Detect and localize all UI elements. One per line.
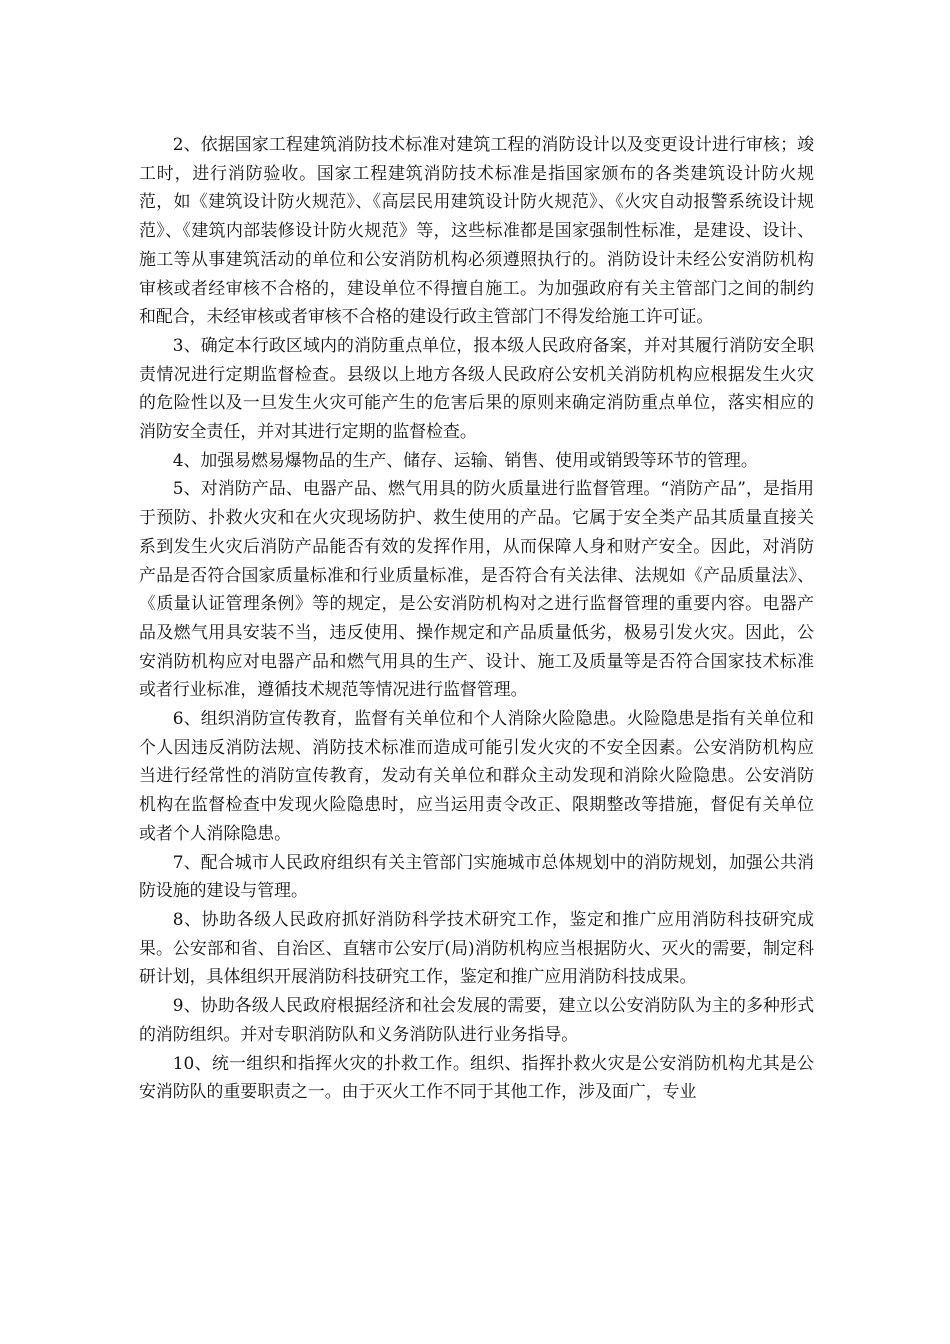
paragraph-item-9: 9、协助各级人民政府根据经济和社会发展的需要，建立以公安消防队为主的多种形式的消防组织。并对专职消防队和义务消防队进行业务指导。 bbox=[139, 995, 814, 1044]
paragraph-item-8: 8、协助各级人民政府抓好消防科学技术研究工作，鉴定和推广应用消防科技研究成果。公安部和省、自治区、直辖市公安厅(局)消防机构应当根据防火、灭火的需要，制定科研计划，具体组织开展消防科技研究工作，鉴定和推广应用消防科技成果。 bbox=[139, 908, 814, 987]
paragraph-item-7: 7、配合城市人民政府组织有关主管部门实施城市总体规划中的消防规划，加强公共消防设施的建设与管理。 bbox=[139, 851, 814, 901]
paragraph-item-3: 3、确定本行政区域内的消防重点单位，报本级人民政府备案，并对其履行消防安全职责情况进行定期监督检查。县级以上地方各级人民政府公安机关消防机构应根据发生火灾的危险性以及一旦发生火灾可能产生的危害后果的原则来确定消防重点单位，落实相应的消防安全责任，并对其进行定期的监督检查。 bbox=[139, 334, 814, 442]
paragraph-item-2: 2、依据国家工程建筑消防技术标准对建筑工程的消防设计以及变更设计进行审核；竣工时，进行消防验收。国家工程建筑消防技术标准是指国家颁布的各类建筑设计防火规范，如《建筑设计防火规范》、《高层民用建筑设计防火规范》、《火灾自动报警系统设计规范》、《建筑内部装修设计防火规范》等，这些标准都是国家强制性标准，是建设、设计、施工等从事建筑活动的单位和公安消防机构必须遵照执行的。消防设计未经公安消防机构审核或者经审核不合格的，建设单位不得擅自施工。为加强政府有关主管部门之间的制约和配合，未经审核或者审核不合格的建设行政主管部门不得发给施工许可证。 bbox=[139, 134, 814, 327]
paragraph-item-6: 6、组织消防宣传教育，监督有关单位和个人消除火险隐患。火险隐患是指有关单位和个人因违反消防法规、消防技术标准而造成可能引发火灾的不安全因素。公安消防机构应当进行经常性的消防宣传教育，发动有关单位和群众主动发现和消除火险隐患。公安消防机构在监督检查中发现火险隐患时，应当运用责令改正、限期整改等措施，督促有关单位或者个人消除隐患。 bbox=[139, 708, 814, 843]
paragraph-item-4: 4、加强易燃易爆物品的生产、储存、运输、销售、使用或销毁等环节的管理。 bbox=[172, 449, 758, 470]
paragraph-item-5: 5、对消防产品、电器产品、燃气用具的防火质量进行监督管理。“消防产品”，是指用于预防、扑救火灾和在火灾现场防护、救生使用的产品。它属于安全类产品其质量直接关系到发生火灾后消防产品能否有效的发挥作用，从而保障人身和财产安全。因此，对消防产品是否符合国家质量标准和行业质量标准，是否符合有关法律、法规如《产品质量法》、《质量认证管理条例》等的规定，是公安消防机构对之进行监督管理的重要内容。电器产品及燃气用具安装不当，违反使用、操作规定和产品质量低劣，极易引发火灾。因此，公安消防机构应对电器产品和燃气用具的生产、设计、施工及质量等是否符合国家技术标准或者行业标准，遵循技术规范等情况进行监督管理。 bbox=[139, 478, 814, 700]
paragraph-item-10: 10、统一组织和指挥火灾的扑救工作。组织、指挥扑救火灾是公安消防机构尤其是公安消防队的重要职责之一。由于灭火工作不同于其他工作，涉及面广，专业 bbox=[139, 1052, 814, 1102]
document-body bbox=[139, 130, 814, 1106]
